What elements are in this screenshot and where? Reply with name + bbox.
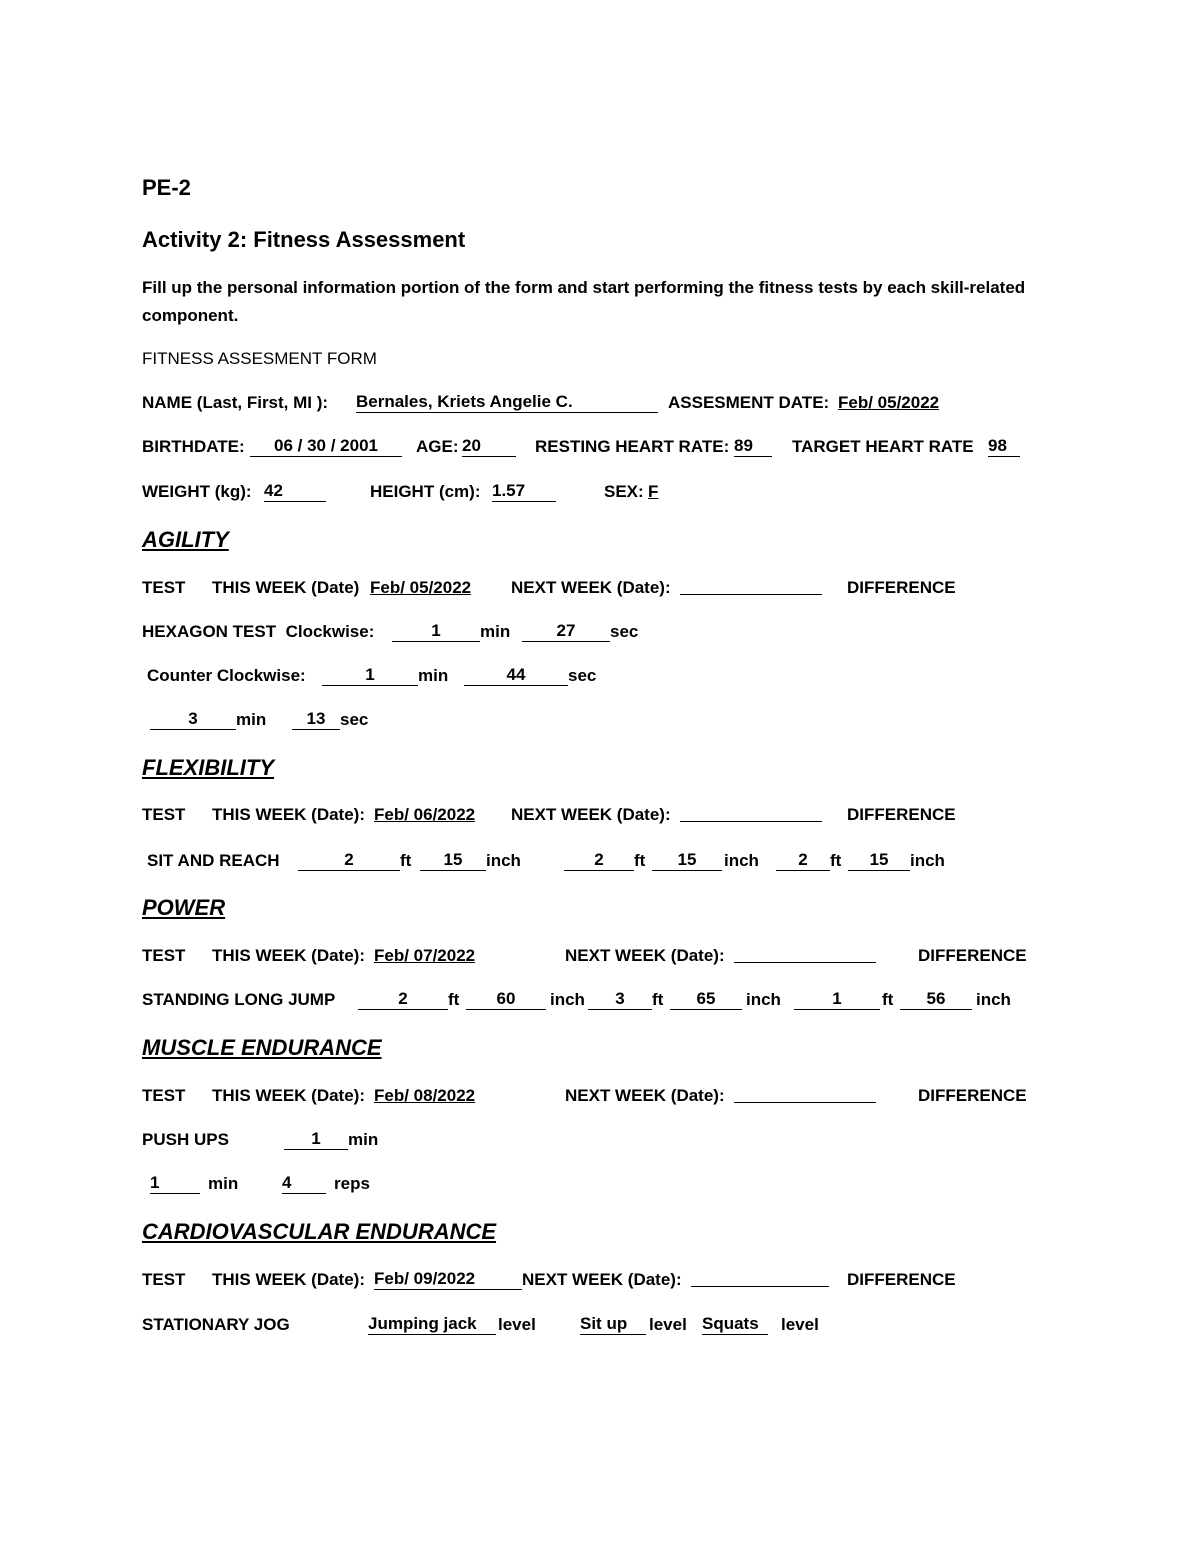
lj-3-ft-value: 1 [832, 989, 842, 1008]
sar-2-ft-value: 2 [594, 850, 604, 869]
hexagon-cw-sec-value: 27 [556, 621, 576, 640]
lj-3-in-field[interactable] [900, 989, 972, 1010]
sar-2-in-value: 15 [677, 850, 697, 869]
sar-3-in-field[interactable] [848, 850, 910, 871]
birthdate-field[interactable] [250, 436, 402, 457]
push-ups-duration-value: 1 [311, 1129, 321, 1148]
age-field[interactable] [462, 436, 516, 457]
cardio-next-week-field[interactable] [691, 1269, 829, 1287]
target-heart-rate-label: TARGET HEART RATE [792, 437, 974, 456]
target-heart-rate-field[interactable] [988, 436, 1020, 457]
min-label: min [208, 1174, 239, 1193]
sit-and-reach-row [142, 850, 1042, 874]
inch-label: inch [724, 851, 759, 870]
muscle-this-week-date[interactable]: Feb/ 08/2022 [374, 1086, 476, 1105]
power-test-row [142, 945, 1042, 969]
stationary-jog-label: STATIONARY JOG [142, 1315, 290, 1334]
birth-row [142, 436, 1042, 460]
this-week-label: THIS WEEK (Date) [212, 578, 360, 597]
level-label: level [498, 1315, 536, 1334]
ft-label: ft [830, 851, 842, 870]
hexagon-test-label: HEXAGON TEST Clockwise: [142, 622, 375, 641]
push-ups-result-row [142, 1173, 1042, 1197]
agility-heading: AGILITY [142, 527, 229, 552]
weight-label: WEIGHT (kg): [142, 482, 252, 501]
hexagon-ccw-row [142, 665, 1042, 689]
weight-value: 42 [264, 481, 283, 500]
hexagon-cw-min-value: 1 [431, 621, 441, 640]
assessment-date-label: ASSESMENT DATE: [668, 393, 830, 412]
ft-label: ft [882, 990, 894, 1009]
reps-label: reps [334, 1174, 370, 1193]
cardio-this-week-date: Feb/ 09/2022 [374, 1269, 476, 1288]
difference-label: DIFFERENCE [918, 946, 1027, 965]
name-value: Bernales, Kriets Angelie C. [356, 392, 573, 411]
lj-1-in-field[interactable] [466, 989, 546, 1010]
next-week-label: NEXT WEEK (Date): [511, 805, 671, 824]
next-week-label: NEXT WEEK (Date): [565, 1086, 725, 1105]
height-label: HEIGHT (cm): [370, 482, 481, 501]
push-ups-duration-field[interactable] [284, 1129, 348, 1150]
push-ups-reps-field[interactable] [282, 1173, 326, 1194]
level-label: level [781, 1315, 819, 1334]
next-week-label: NEXT WEEK (Date): [522, 1270, 682, 1289]
exercise-1-field[interactable] [368, 1314, 496, 1335]
agility-next-week-field[interactable] [680, 577, 822, 595]
cardio-endurance-heading: CARDIOVASCULAR ENDURANCE [142, 1219, 497, 1244]
age-value: 20 [462, 436, 481, 455]
ft-label: ft [400, 851, 412, 870]
this-week-label: THIS WEEK (Date): [212, 946, 365, 965]
min-label: min [236, 710, 267, 729]
weight-field[interactable] [264, 481, 326, 502]
lj-2-ft-value: 3 [615, 989, 625, 1008]
sec-label: sec [568, 666, 597, 685]
lj-1-ft-value: 2 [398, 989, 408, 1008]
sar-3-ft-field[interactable] [776, 850, 830, 871]
push-ups-min-value: 1 [150, 1173, 160, 1192]
hexagon-ccw-sec-field[interactable] [464, 665, 568, 686]
lj-2-ft-field[interactable] [588, 989, 652, 1010]
ft-label: ft [634, 851, 646, 870]
instructions: Fill up the personal information portion of the form and start performing the fitness tests by each skill-related component. [142, 278, 1026, 325]
lj-1-ft-field[interactable] [358, 989, 448, 1010]
height-field[interactable] [492, 481, 556, 502]
power-this-week-date[interactable]: Feb/ 07/2022 [374, 946, 476, 965]
lj-2-in-value: 65 [696, 989, 716, 1008]
test-label: TEST [142, 805, 186, 824]
exercise-2-field[interactable] [580, 1314, 646, 1335]
difference-label: DIFFERENCE [847, 1270, 956, 1289]
hexagon-total-sec-value: 13 [306, 709, 326, 728]
ft-label: ft [652, 990, 664, 1009]
name-label: NAME (Last, First, MI ): [142, 393, 329, 412]
sex-label: SEX: [604, 482, 644, 501]
min-label: min [348, 1130, 379, 1149]
sit-and-reach-label: SIT AND REACH [147, 851, 280, 870]
exercise-3-field[interactable] [702, 1314, 768, 1335]
long-jump-row [142, 989, 1042, 1013]
power-next-week-field[interactable] [734, 945, 876, 963]
this-week-label: THIS WEEK (Date): [212, 1086, 365, 1105]
this-week-label: THIS WEEK (Date): [212, 805, 365, 824]
flexibility-next-week-field[interactable] [680, 804, 822, 822]
lj-3-ft-field[interactable] [794, 989, 880, 1010]
age-label: AGE: [416, 437, 459, 456]
test-label: TEST [142, 946, 186, 965]
stationary-jog-row [142, 1314, 1042, 1338]
assessment-date-value[interactable]: Feb/ 05/2022 [838, 393, 940, 412]
counter-clockwise-label: Counter Clockwise: [147, 666, 306, 685]
push-ups-reps-value: 4 [282, 1173, 292, 1192]
sec-label: sec [610, 622, 639, 641]
flexibility-test-row [142, 804, 1042, 828]
inch-label: inch [486, 851, 521, 870]
min-label: min [418, 666, 449, 685]
lj-1-in-value: 60 [496, 989, 516, 1008]
hexagon-cw-row [142, 621, 1042, 645]
exercise-2-value: Sit up [580, 1314, 628, 1333]
hexagon-cw-min-field[interactable] [392, 621, 480, 642]
birthdate-label: BIRTHDATE: [142, 437, 245, 456]
difference-label: DIFFERENCE [918, 1086, 1027, 1105]
sex-value[interactable]: F [648, 482, 659, 501]
agility-this-week-date[interactable]: Feb/ 05/2022 [370, 578, 472, 597]
flexibility-this-week-date[interactable]: Feb/ 06/2022 [374, 805, 476, 824]
target-heart-rate-value: 98 [988, 436, 1007, 455]
muscle-test-row [142, 1085, 1042, 1109]
push-ups-row [142, 1129, 1042, 1153]
long-jump-label: STANDING LONG JUMP [142, 990, 336, 1009]
lj-3-in-value: 56 [926, 989, 946, 1008]
inch-label: inch [910, 851, 945, 870]
height-value: 1.57 [492, 481, 526, 500]
level-label: level [649, 1315, 687, 1334]
hexagon-ccw-min-field[interactable] [322, 665, 418, 686]
next-week-label: NEXT WEEK (Date): [511, 578, 671, 597]
birthdate-value: 06 / 30 / 2001 [274, 436, 378, 455]
sar-2-ft-field[interactable] [564, 850, 634, 871]
sar-3-in-value: 15 [869, 850, 889, 869]
muscle-endurance-heading: MUSCLE ENDURANCE [142, 1035, 382, 1060]
inch-label: inch [550, 990, 585, 1009]
ft-label: ft [448, 990, 460, 1009]
cardio-test-row [142, 1269, 1042, 1293]
inch-label: inch [976, 990, 1011, 1009]
muscle-next-week-field[interactable] [734, 1085, 876, 1103]
push-ups-label: PUSH UPS [142, 1130, 229, 1149]
hexagon-total-min-value: 3 [188, 709, 198, 728]
exercise-1-value: Jumping jack [368, 1314, 477, 1333]
activity-title: Activity 2: Fitness Assessment [142, 227, 466, 252]
sar-1-in-value: 15 [443, 850, 463, 869]
resting-heart-rate-label: RESTING HEART RATE: [535, 437, 730, 456]
this-week-label: THIS WEEK (Date): [212, 1270, 365, 1289]
hexagon-total-row [142, 709, 1042, 733]
hexagon-ccw-sec-value: 44 [506, 665, 526, 684]
resting-heart-rate-value: 89 [734, 436, 753, 455]
name-row [142, 392, 1042, 416]
hexagon-total-sec-field[interactable] [292, 709, 340, 730]
resting-heart-rate-field[interactable] [734, 436, 772, 457]
hexagon-total-min-field[interactable] [150, 709, 236, 730]
sec-label: sec [340, 710, 369, 729]
sar-1-ft-value: 2 [344, 850, 354, 869]
agility-test-row [142, 577, 1042, 601]
flexibility-heading: FLEXIBILITY [142, 755, 274, 780]
test-label: TEST [142, 578, 186, 597]
test-label: TEST [142, 1270, 186, 1289]
power-heading: POWER [142, 895, 226, 920]
sar-2-in-field[interactable] [652, 850, 722, 871]
body-row [142, 481, 1042, 505]
sar-1-in-field[interactable] [420, 850, 486, 871]
test-label: TEST [142, 1086, 186, 1105]
sar-3-ft-value: 2 [798, 850, 808, 869]
sar-1-ft-field[interactable] [298, 850, 400, 871]
lj-2-in-field[interactable] [670, 989, 742, 1010]
exercise-3-value: Squats [702, 1314, 759, 1333]
next-week-label: NEXT WEEK (Date): [565, 946, 725, 965]
hexagon-cw-sec-field[interactable] [522, 621, 610, 642]
cardio-this-week-date-field[interactable] [374, 1269, 522, 1290]
hexagon-ccw-min-value: 1 [365, 665, 375, 684]
difference-label: DIFFERENCE [847, 805, 956, 824]
form-title: FITNESS ASSESMENT FORM [142, 349, 377, 368]
min-label: min [480, 622, 511, 641]
inch-label: inch [746, 990, 781, 1009]
course-code: PE-2 [142, 175, 191, 200]
push-ups-min-field[interactable] [150, 1173, 200, 1194]
difference-label: DIFFERENCE [847, 578, 956, 597]
name-field[interactable] [356, 392, 658, 413]
